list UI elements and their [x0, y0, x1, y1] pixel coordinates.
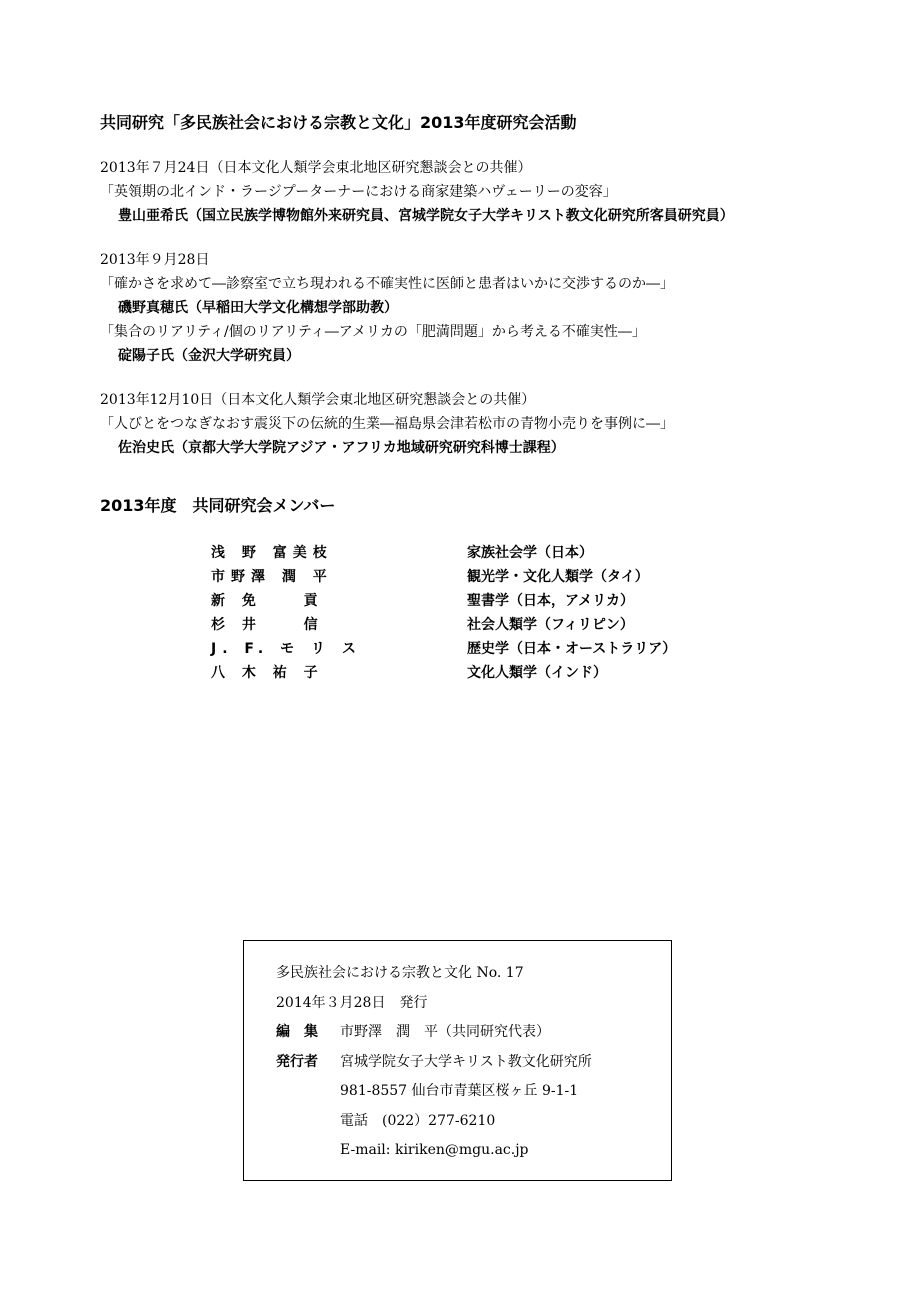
publisher-name: 宮城学院女子大学キリスト教文化研究所 [340, 1053, 592, 1070]
talk-title: 「集合のリアリティ/個のリアリティ―アメリカの「肥満問題」から考える不確実性―」 [100, 324, 646, 340]
member-name: 八 木 祐 子 [211, 665, 324, 681]
activity-list [100, 156, 860, 480]
member-name: 杉 井 信 [211, 617, 324, 633]
colophon-address: 981-8557 仙台市青葉区桜ヶ丘 9-1-1 [340, 1083, 579, 1099]
colophon-editor-line [276, 1018, 592, 1048]
member-name: 新 免 貢 [211, 593, 324, 609]
event-date: 2013年９月28日 [100, 252, 210, 268]
colophon-series: 多民族社会における宗教と文化 No. 17 [276, 965, 524, 981]
event-item [100, 156, 860, 228]
member-name: 浅 野 富美枝 [211, 545, 333, 561]
event-item [100, 388, 860, 460]
member-field: 歴史学（日本・オーストラリア） [467, 641, 677, 657]
talk-speaker: 磯野真穂氏（早稲田大学文化構想学部助教） [118, 300, 398, 316]
member-field: 家族社会学（日本） [467, 545, 593, 561]
publisher-label: 発行者 [276, 1053, 318, 1070]
member-field: 観光学・文化人類学（タイ） [467, 569, 649, 585]
colophon-phone: 電話 (022）277-6210 [340, 1112, 496, 1129]
event-date: 2013年７月24日（日本文化人類学会東北地区研究懇談会との共催） [100, 160, 532, 176]
event-date: 2013年12月10日（日本文化人類学会東北地区研究懇談会との共催） [100, 392, 536, 408]
colophon-publisher-line [276, 1048, 592, 1078]
colophon-content [276, 959, 592, 1166]
talk-speaker: 碇陽子氏（金沢大学研究員） [118, 348, 300, 364]
member-field: 聖書学（日本，アメリカ） [467, 593, 635, 609]
talk-speaker: 佐治史氏（京都大学大学院アジア・アフリカ地域研究研究科博士課程） [118, 440, 565, 456]
talk-title: 「英領期の北インド・ラージプーターナーにおける商家建築ハヴェーリーの変容」 [100, 184, 617, 200]
colophon-box [243, 940, 672, 1181]
member-field: 文化人類学（インド） [467, 665, 607, 681]
colophon-issue-date: 2014年３月28日 発行 [276, 994, 428, 1011]
member-field: 社会人類学（フィリピン） [467, 617, 634, 633]
members-heading: 2013年度 共同研究会メンバー [100, 496, 336, 515]
talk-title: 「確かさを求めて―診察室で立ち現われる不確実性に医師と患者はいかに交渉するのか―」 [100, 276, 674, 292]
member-name: 市野澤 潤 平 [211, 569, 333, 585]
member-name: J. F. モ リ ス [211, 641, 362, 657]
page-title: 共同研究「多民族社会における宗教と文化」2013年度研究会活動 [100, 113, 577, 132]
colophon-email: E-mail: kiriken@mgu.ac.jp [340, 1142, 529, 1158]
editor-name: 市野澤 潤 平（共同研究代表） [340, 1024, 550, 1040]
talk-speaker: 豊山亜希氏（国立民族学博物館外来研究員、宮城学院女子大学キリスト教文化研究所客員研究員） [118, 208, 734, 224]
editor-label: 編 集 [276, 1024, 318, 1040]
event-item [100, 248, 860, 368]
talk-title: 「人びとをつなぎなおす震災下の伝統的生業―福島県会津若松市の青物小売りを事例に―」 [100, 416, 674, 432]
